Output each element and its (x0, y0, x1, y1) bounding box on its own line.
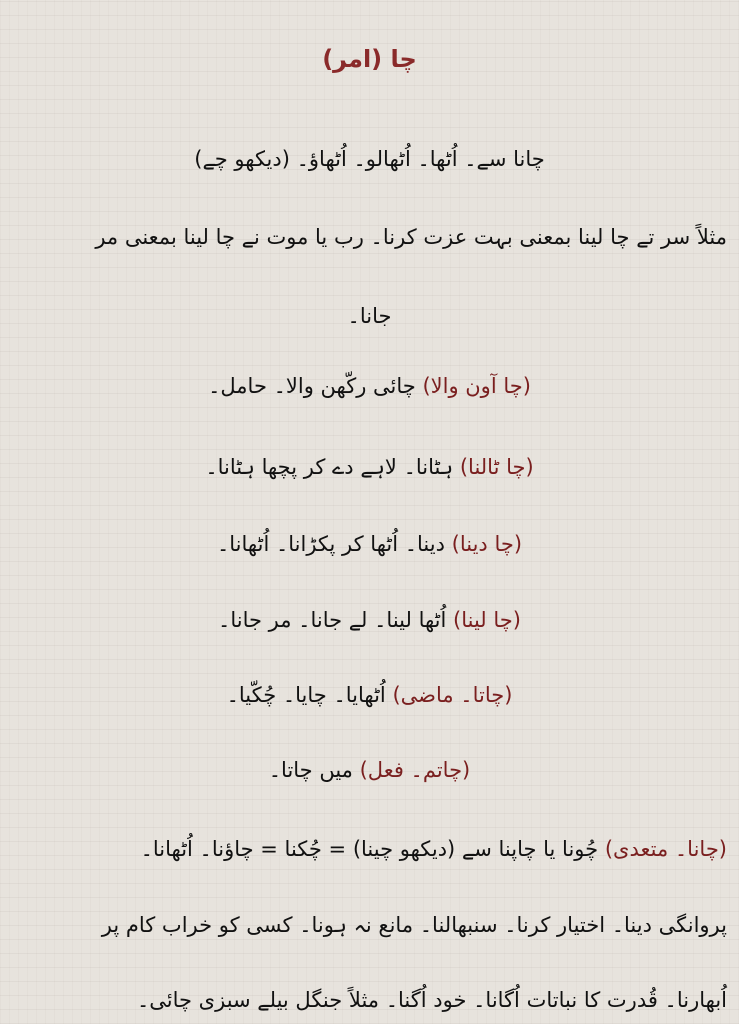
entry-headword: (چا لینا) (453, 608, 521, 632)
definition-line-3: جانا۔ (347, 304, 392, 328)
entry-chatam-fel (12, 755, 727, 785)
definition-line-1: چانا سے۔ اُٹھا۔ اُٹھالو۔ اُٹھاؤ۔ (دیکھو چے) (194, 147, 545, 171)
entry-meaning: اُٹھا لینا۔ لے جانا۔ مر جانا۔ (218, 608, 447, 632)
definition-line-5: اُبھارنا۔ قُدرت کا نباتات اُگانا۔ خود اُگنا۔ مثلاً جنگل بیلے سبزی چائی۔ (136, 988, 727, 1012)
entry-meaning: چُونا یا چاپنا سے (دیکھو چینا) = چُکنا = چاؤنا۔ اُٹھانا۔ (140, 837, 599, 861)
entry-cha-aun-wala (12, 371, 727, 401)
entry-meaning: چائی رکّھن والا۔ حامل۔ (208, 374, 416, 398)
entry-chata-mazi (12, 680, 727, 710)
definition-line-4: پروانگی دینا۔ اختیار کرنا۔ سنبھالنا۔ مانع نہ ہونا۔ کسی کو خراب کام پر (101, 913, 727, 937)
entry-chana-mutaddi (12, 834, 727, 864)
definition-line-2: مثلاً سر تے چا لینا بمعنی بہت عزت کرنا۔ رب یا موت نے چا لینا بمعنی مر (95, 225, 727, 249)
entry-headword: (چانا۔ متعدی) (604, 837, 727, 861)
entry-meaning: دینا۔ اُٹھا کر پکڑانا۔ اُٹھانا۔ (216, 532, 445, 556)
entry-headword: (چا آون والا) (422, 374, 531, 398)
entry-meaning: ہٹانا۔ لاہے دے کر پچھا ہٹانا۔ (205, 455, 454, 479)
entry-meaning: اُٹھایا۔ چایا۔ چُکّیا۔ (226, 683, 386, 707)
entry-headword: (چا ٹالنا) (459, 455, 534, 479)
entry-cha-talna (12, 452, 727, 482)
entry-headword: (چاتا۔ ماضی) (392, 683, 513, 707)
entry-title: چا (امر) (322, 45, 417, 73)
entry-cha-dena (12, 529, 727, 559)
entry-cha-lena (12, 605, 727, 635)
entry-headword: (چاتم۔ فعل) (359, 758, 471, 782)
entry-headword: (چا دینا) (451, 532, 523, 556)
entry-meaning: میں چاتا۔ (268, 758, 353, 782)
